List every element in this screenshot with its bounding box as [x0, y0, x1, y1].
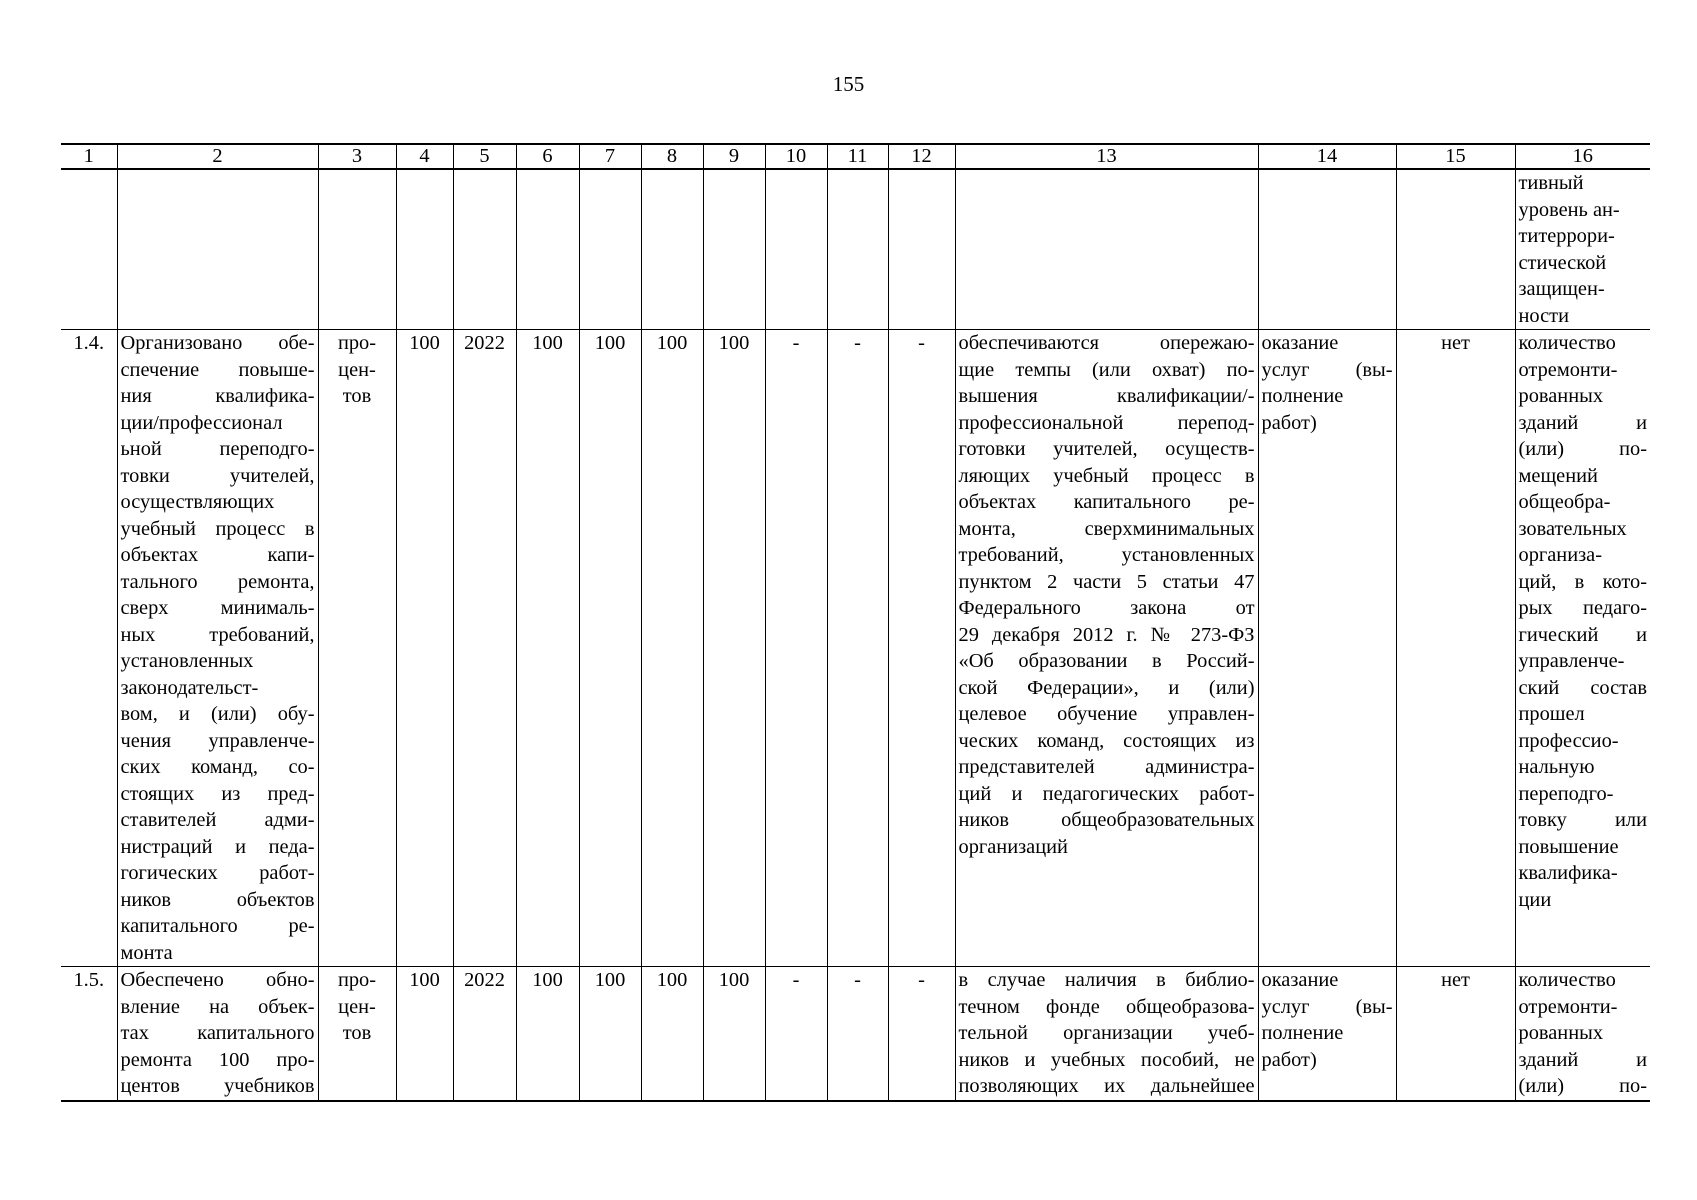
result-description-cell	[117, 967, 318, 1101]
text-line: в случае наличия в библио-	[958, 969, 1255, 991]
dash-cell: -	[888, 330, 955, 967]
text-line: осуществляющих	[120, 491, 275, 513]
text-line: услуг (вы-	[1261, 995, 1393, 1018]
text-line: работ)	[1261, 411, 1317, 434]
column-number: 2	[117, 144, 318, 169]
column-number: 15	[1396, 144, 1515, 169]
row-number: 1.5.	[61, 967, 117, 1101]
characteristic-cell	[955, 967, 1258, 1101]
text-line: профессио-	[1518, 729, 1619, 752]
text-line: ния квалифика-	[120, 385, 315, 407]
text-line: зовательных	[1518, 517, 1627, 540]
text-line: монта, сверхминимальных	[958, 517, 1255, 540]
dash-cell: -	[765, 330, 827, 967]
text-line: «Об образовании в Россий-	[958, 650, 1255, 672]
unit-cell	[318, 330, 396, 967]
text-line: вом, и (или) обу-	[120, 703, 315, 725]
text-line: (или) по-	[1518, 438, 1647, 460]
text-line: ников общеобразовательных	[958, 809, 1255, 831]
value-cell: 100	[703, 967, 765, 1101]
text-line: про-	[337, 332, 377, 354]
text-line: вышения квалификации/-	[958, 385, 1255, 407]
flag-cell: нет	[1396, 330, 1515, 967]
value-cell: 100	[516, 330, 579, 967]
column-number: 8	[641, 144, 703, 169]
text-line: цен-	[338, 358, 376, 381]
column-number: 5	[453, 144, 516, 169]
value-cell: 100	[396, 330, 453, 967]
column-number: 3	[318, 144, 396, 169]
text-line: ников объектов	[120, 888, 315, 911]
text-line: полнение	[1261, 385, 1344, 407]
continuation-row	[61, 169, 1650, 330]
text-line: зданий и	[1518, 1048, 1647, 1071]
text-line: про-	[337, 969, 377, 991]
text-line: оказание	[1261, 332, 1339, 354]
column-number-row	[61, 144, 1650, 169]
text-line: сверх минималь-	[120, 597, 315, 619]
text-line: ций, в кото-	[1518, 570, 1647, 593]
text-line: общеобра-	[1518, 491, 1611, 513]
table-row	[61, 330, 1650, 967]
text-line: пунктом 2 части 5 статьи 47	[958, 570, 1255, 593]
year-cell: 2022	[453, 967, 516, 1101]
dash-cell: -	[888, 967, 955, 1101]
text-line: количество	[1518, 332, 1616, 354]
value-cell: 100	[579, 967, 641, 1101]
text-line: Обеспечено обно-	[120, 969, 315, 991]
text-line: ции	[1518, 888, 1552, 911]
type-cell	[1258, 330, 1396, 967]
report-table	[61, 143, 1650, 1102]
column-number: 10	[765, 144, 827, 169]
text-line: стоящих из пред-	[120, 782, 315, 805]
text-line: цен-	[338, 995, 376, 1018]
text-line: установленных	[120, 650, 254, 672]
text-line: монта	[120, 941, 173, 964]
text-line: капитального ре-	[120, 915, 315, 937]
text-line: организа-	[1518, 544, 1603, 566]
value-cell: 100	[516, 967, 579, 1101]
text-line: щие темпы (или охват) по-	[958, 358, 1255, 381]
column-number: 9	[703, 144, 765, 169]
text-line: представителей администра-	[958, 756, 1255, 778]
dash-cell: -	[765, 967, 827, 1101]
text-line: Федерального закона от	[958, 597, 1255, 619]
value-cell: 100	[641, 967, 703, 1101]
text-line: объектах капи-	[120, 544, 315, 566]
text-line: защищен-	[1518, 278, 1605, 300]
text-line: гогических работ-	[120, 862, 315, 884]
unit-cell	[318, 967, 396, 1101]
text-line: ляющих учебный процесс в	[958, 464, 1255, 487]
text-line: тах капитального	[120, 1022, 315, 1044]
text-line: ников и учебных пособий, не	[958, 1048, 1255, 1071]
column-number: 11	[827, 144, 888, 169]
text-line: квалифика-	[1518, 862, 1618, 884]
text-line: уровень ан-	[1518, 198, 1620, 221]
text-line: ции/профессионал	[120, 411, 283, 434]
text-line: ных требований,	[120, 623, 315, 646]
text-line: 29 декабря 2012 г. № 273-ФЗ	[958, 623, 1255, 646]
column-number: 16	[1515, 144, 1650, 169]
value-cell: 100	[641, 330, 703, 967]
page-number: 155	[832, 72, 865, 96]
text-line: тов	[342, 1022, 372, 1044]
text-line: ский состав	[1518, 676, 1647, 699]
text-line: отремонти-	[1518, 995, 1618, 1018]
text-line: спечение повыше-	[120, 358, 315, 381]
text-line: центов учебников	[120, 1075, 315, 1097]
column-number: 12	[888, 144, 955, 169]
text-line: товку или	[1518, 809, 1647, 831]
text-line: рованных	[1518, 385, 1604, 407]
text-line: целевое обучение управлен-	[958, 703, 1255, 725]
text-line: требований, установленных	[958, 544, 1255, 566]
table-row	[61, 967, 1650, 1101]
text-line: ческих команд, состоящих из	[958, 729, 1255, 752]
text-line: нальную	[1518, 756, 1595, 778]
text-line: рованных	[1518, 1022, 1604, 1044]
text-line: ности	[1518, 304, 1569, 327]
text-line: полнение	[1261, 1022, 1344, 1044]
text-line: законодательст-	[120, 676, 259, 699]
text-line: стической	[1518, 251, 1607, 274]
text-line: учебный процесс в	[120, 517, 315, 540]
text-line: переподго-	[1518, 782, 1614, 805]
text-line: профессиональной перепод-	[958, 411, 1255, 434]
text-line: ских команд, со-	[120, 756, 315, 778]
column-number: 4	[396, 144, 453, 169]
value-cell: 100	[703, 330, 765, 967]
result-description-cell	[117, 330, 318, 967]
text-line: (или) по-	[1518, 1075, 1647, 1097]
text-line: ставителей адми-	[120, 809, 315, 831]
column-number: 14	[1258, 144, 1396, 169]
row-number: 1.4.	[61, 330, 117, 967]
flag-cell: нет	[1396, 967, 1515, 1101]
text-line: объектах капитального ре-	[958, 491, 1255, 513]
result-indicator-cell	[1515, 967, 1650, 1101]
text-line: нистраций и педа-	[120, 835, 315, 858]
text-line: тального ремонта,	[120, 570, 315, 593]
text-line: товки учителей,	[120, 464, 315, 487]
column-number: 7	[579, 144, 641, 169]
text-line: количество	[1518, 969, 1616, 991]
text-line: гический и	[1518, 623, 1647, 646]
text-line: ций и педагогических работ-	[958, 782, 1255, 805]
text-line: обеспечиваются опережаю-	[958, 332, 1255, 354]
dash-cell: -	[827, 330, 888, 967]
text-line: ремонта 100 про-	[120, 1048, 315, 1071]
text-line: организаций	[958, 835, 1068, 858]
text-line: зданий и	[1518, 411, 1647, 434]
text-line: вление на объек-	[120, 995, 315, 1018]
column-number: 6	[516, 144, 579, 169]
text-line: Организовано обе-	[120, 332, 315, 354]
text-line: повышение	[1518, 835, 1619, 858]
text-line: готовки учителей, осуществ-	[958, 438, 1255, 460]
column-number: 13	[955, 144, 1258, 169]
text-line: тельной организации учеб-	[958, 1022, 1255, 1044]
value-cell: 100	[396, 967, 453, 1101]
text-line: оказание	[1261, 969, 1339, 991]
result-indicator-cell	[1515, 330, 1650, 967]
dash-cell: -	[827, 967, 888, 1101]
year-cell: 2022	[453, 330, 516, 967]
text-line: течном фонде общеобразова-	[958, 995, 1255, 1018]
column-number: 1	[61, 144, 117, 169]
text-line: титеррори-	[1518, 225, 1615, 247]
text-line: тов	[342, 385, 372, 407]
text-line: ьной переподго-	[120, 438, 315, 460]
text-line: управленче-	[1518, 650, 1625, 672]
text-line: работ)	[1261, 1048, 1317, 1071]
text-line: рых педаго-	[1518, 597, 1647, 619]
text-line: тивный	[1518, 172, 1584, 194]
result-indicator-cell	[1515, 169, 1650, 330]
text-line: мещений	[1518, 464, 1598, 487]
characteristic-cell	[955, 330, 1258, 967]
text-line: чения управленче-	[120, 729, 315, 752]
text-line: ской Федерации», и (или)	[958, 676, 1255, 699]
text-line: услуг (вы-	[1261, 358, 1393, 381]
text-line: позволяющих их дальнейшее	[958, 1075, 1255, 1097]
text-line: отремонти-	[1518, 358, 1618, 381]
text-line: прошел	[1518, 703, 1585, 725]
type-cell	[1258, 967, 1396, 1101]
value-cell: 100	[579, 330, 641, 967]
